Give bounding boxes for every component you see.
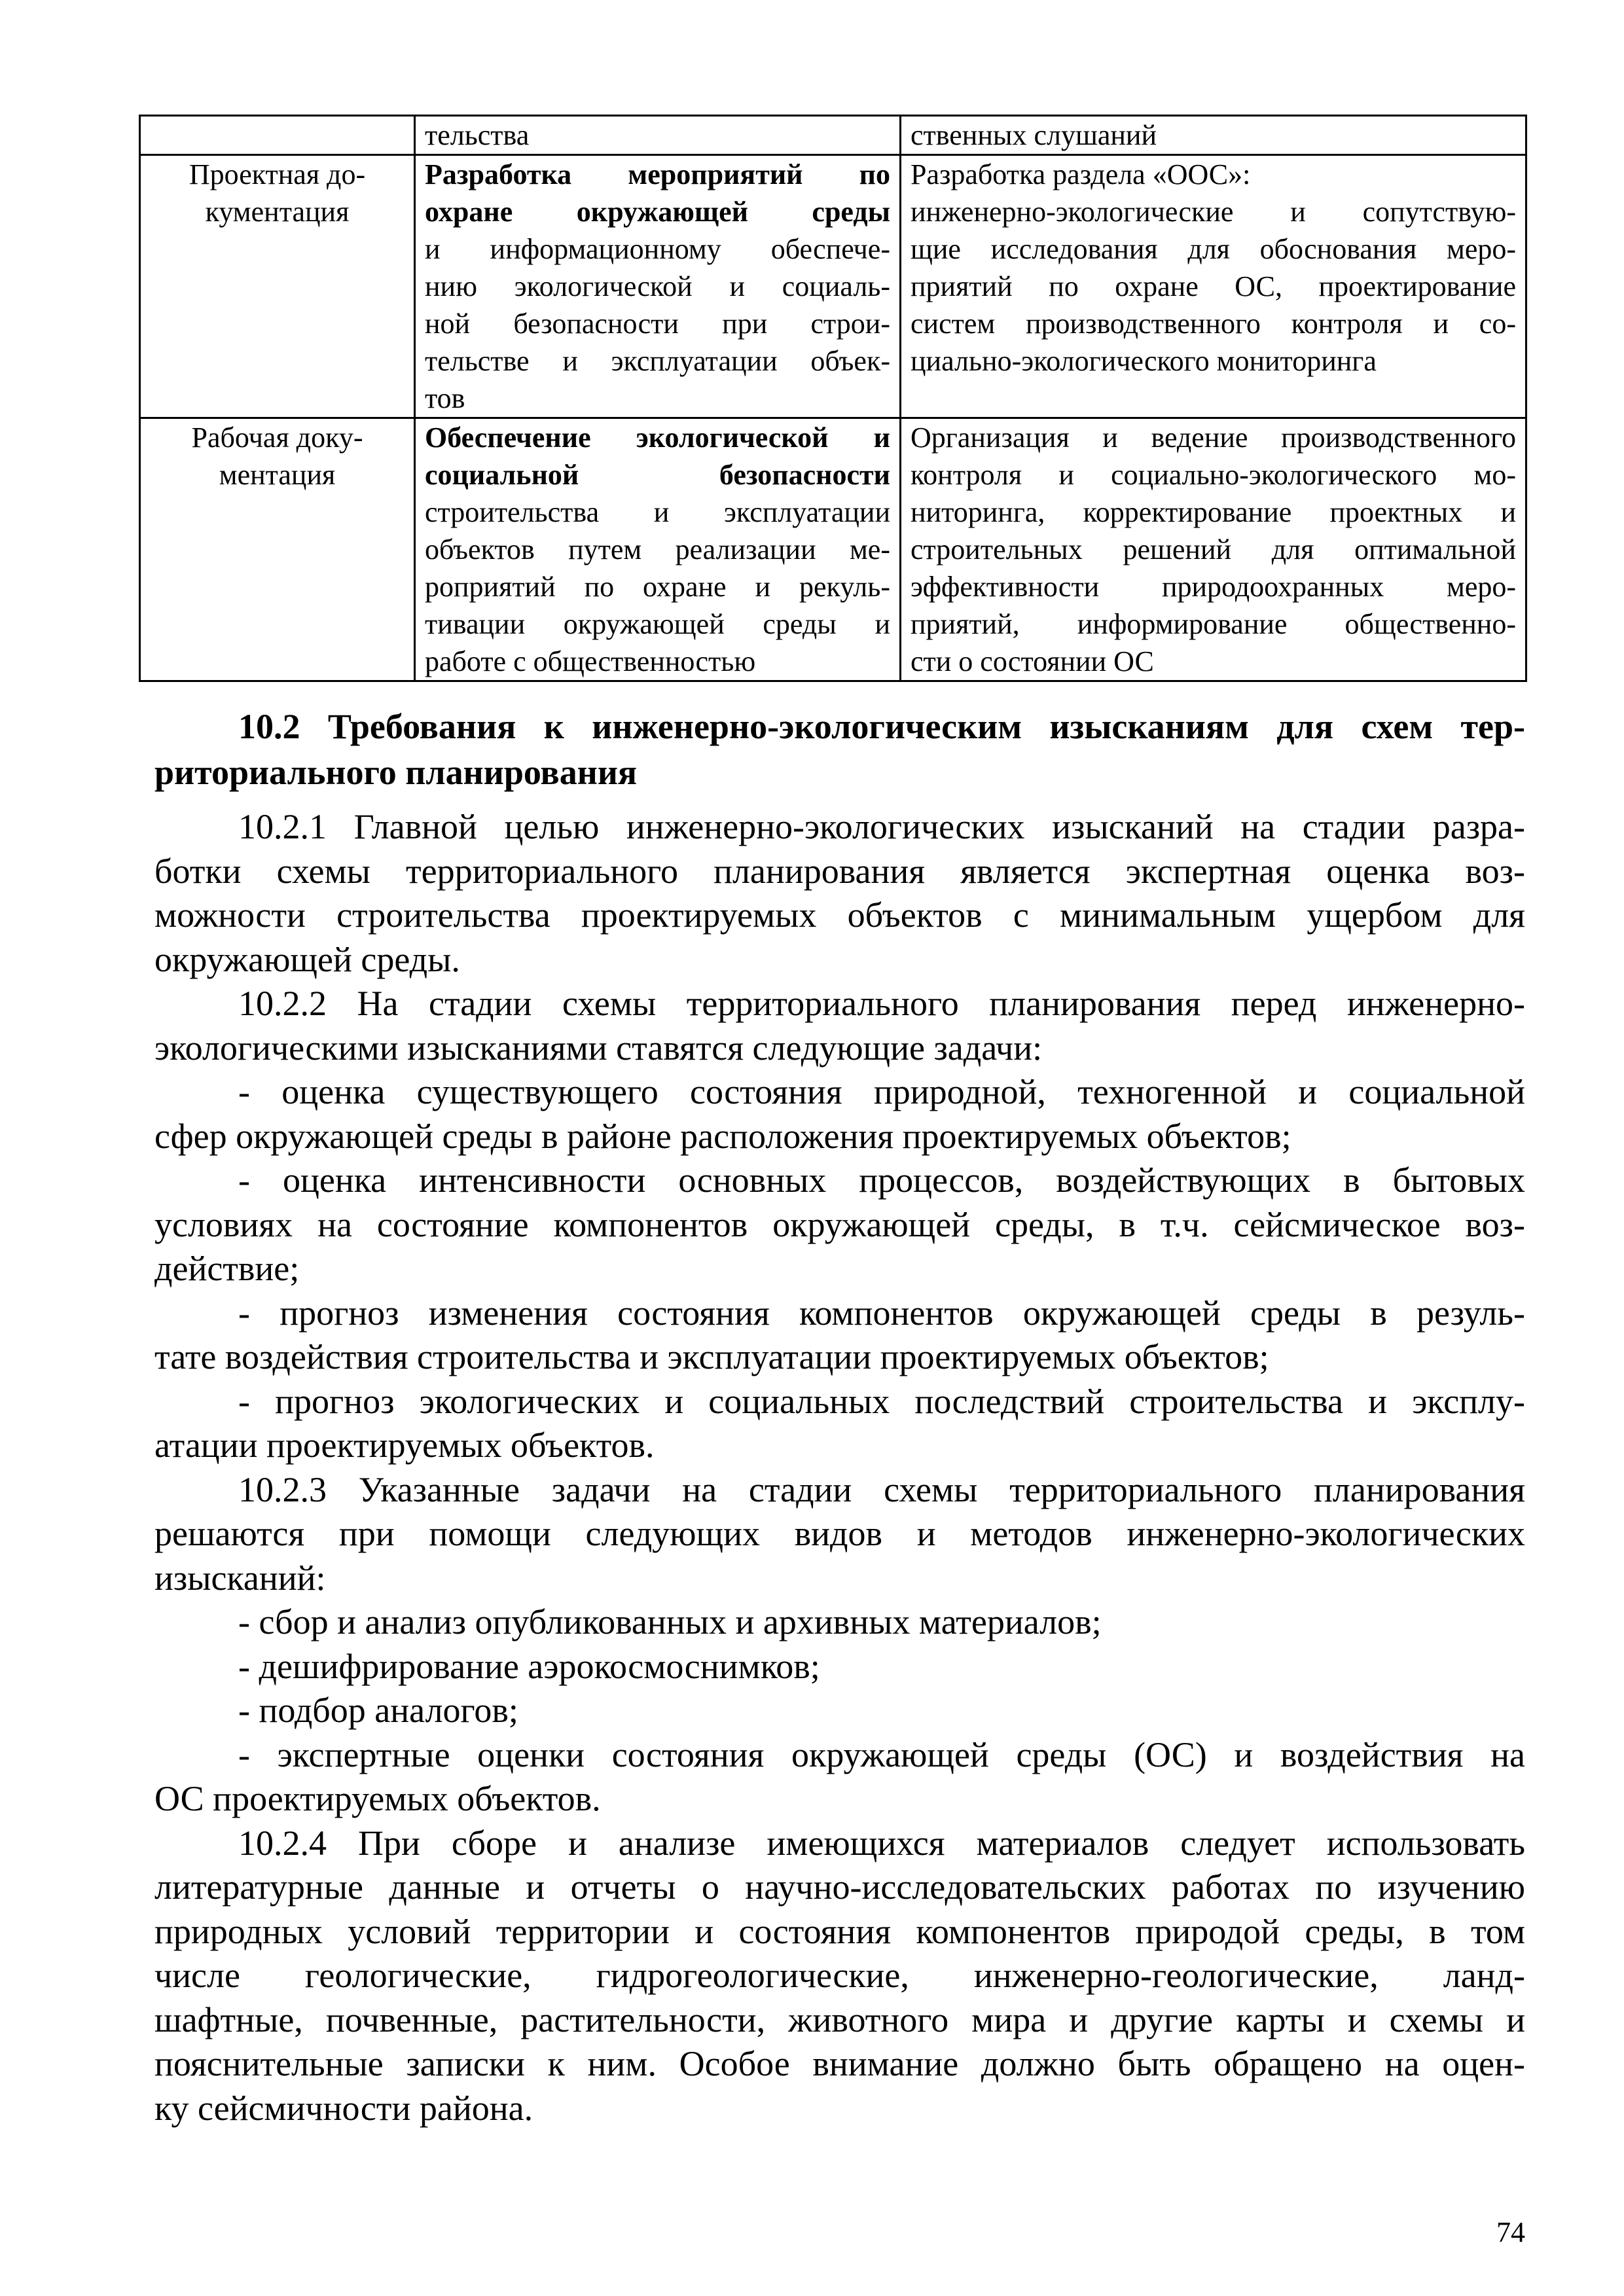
stage-line: ментация bbox=[219, 459, 336, 491]
paragraph-line: - сбор и анализ опубликованных и архивных материалов; bbox=[238, 1602, 1102, 1641]
paragraph-line: окружающей среды. bbox=[154, 939, 460, 979]
goal-line: объектов путем реализации ме- bbox=[425, 533, 890, 565]
goal-line: строительства и эксплуатации bbox=[425, 496, 890, 528]
paragraph-line: природных условий территории и состояния компонентов природой среды, в том bbox=[154, 1911, 1525, 1951]
stages-table bbox=[139, 115, 1527, 682]
goal-title-line: социальной безопасности bbox=[425, 459, 890, 491]
paragraph-line: условиях на состояние компонентов окружающей среды, в т.ч. сейсмическое воз- bbox=[154, 1204, 1525, 1244]
paragraph-line: - оценка существующего состояния природной, техногенной и социальной bbox=[238, 1072, 1525, 1111]
section-heading-line: риториального планирования bbox=[154, 753, 638, 792]
table-row bbox=[140, 418, 1526, 681]
goal-line: тивации окружающей среды и bbox=[425, 608, 890, 640]
goal-title-line: Разработка мероприятий по bbox=[425, 158, 890, 190]
table-row bbox=[140, 155, 1526, 418]
goal-title-line: охране окружающей среды bbox=[425, 196, 890, 228]
tasks-line: щие исследования для обоснования меро- bbox=[911, 233, 1516, 265]
goal-line: работе с общественностью bbox=[425, 645, 756, 677]
stage-line: кументация bbox=[205, 196, 350, 228]
paragraph-line: числе геологические, гидрогеологические, инженерно-геологические, ланд- bbox=[154, 1956, 1525, 1995]
paragraph-line: 10.2.2 На стадии схемы территориального планирования перед инженерно- bbox=[238, 984, 1525, 1023]
paragraph-line: 10.2.1 Главной целью инженерно-экологических изысканий на стадии разра- bbox=[238, 807, 1525, 846]
paragraph-line: изысканий: bbox=[154, 1558, 326, 1598]
stages-table-body bbox=[140, 116, 1526, 681]
paragraph-line: - подбор аналогов; bbox=[238, 1691, 518, 1730]
paragraph-line: ботки схемы территориального планирования является экспертная оценка воз- bbox=[154, 851, 1525, 891]
body-text bbox=[154, 805, 1525, 2130]
paragraph-line: ку сейсмичности района. bbox=[154, 2088, 533, 2128]
stage-line: Проектная до- bbox=[189, 158, 366, 190]
stage-line: Рабочая доку- bbox=[191, 422, 363, 454]
section-heading-line: 10.2 Требования к инженерно-экологическим изысканиям для схем тер- bbox=[238, 707, 1525, 746]
paragraph-line: - экспертные оценки состояния окружающей среды (ОС) и воздействия на bbox=[238, 1734, 1525, 1774]
paragraph-line: - прогноз изменения состояния компонентов окружающей среды в резуль- bbox=[238, 1293, 1525, 1333]
paragraph-line: тате воздействия строительства и эксплуатации проектируемых объектов; bbox=[154, 1337, 1269, 1376]
paragraph-line: можности строительства проектируемых объектов с минимальным ущербом для bbox=[154, 895, 1525, 935]
goal-title-line: Обеспечение экологической и bbox=[425, 422, 890, 454]
paragraph-line: - дешифрирование аэрокосмоснимков; bbox=[238, 1646, 820, 1686]
tasks-cell bbox=[901, 418, 1526, 681]
goal-line: тов bbox=[425, 382, 465, 414]
paragraph-line: ОС проектируемых объектов. bbox=[154, 1779, 601, 1818]
tasks-line: строительных решений для оптимальной bbox=[911, 533, 1516, 565]
paragraph-line: пояснительные записки к ним. Особое внимание должно быть обращено на оцен- bbox=[154, 2044, 1525, 2083]
page-number: 74 bbox=[1496, 2216, 1525, 2248]
paragraph-line: - оценка интенсивности основных процессов, воздействующих в бытовых bbox=[238, 1160, 1525, 1200]
paragraph-line: шафтные, почвенные, растительности, животного мира и другие карты и схемы и bbox=[154, 2000, 1525, 2039]
tasks-cell bbox=[901, 155, 1526, 418]
paragraph-line: литературные данные и отчеты о научно-исследовательских работах по изучению bbox=[154, 1867, 1525, 1907]
goal-line: нию экологической и социаль- bbox=[425, 270, 890, 302]
paragraph-line: сфер окружающей среды в районе расположения проектируемых объектов; bbox=[154, 1116, 1291, 1156]
stage-cell bbox=[140, 155, 415, 418]
goal-line: ной безопасности при строи- bbox=[425, 308, 890, 340]
tasks-line: Разработка раздела «ООС»: bbox=[911, 158, 1251, 190]
goal-line: тельства bbox=[425, 119, 530, 151]
paragraph-line: атации проектируемых объектов. bbox=[154, 1426, 655, 1465]
paragraph-line: - прогноз экологических и социальных последствий строительства и эксплу- bbox=[238, 1381, 1525, 1421]
tasks-line: эффективности природоохранных меро- bbox=[911, 571, 1516, 603]
paragraph-line: решаются при помощи следующих видов и методов инженерно-экологических bbox=[154, 1514, 1525, 1553]
tasks-line: приятий, информирование общественно- bbox=[911, 608, 1516, 640]
goal-line: тельстве и эксплуатации объек- bbox=[425, 345, 890, 377]
tasks-line: приятий по охране ОС, проектирование bbox=[911, 270, 1516, 302]
tasks-cell bbox=[901, 116, 1526, 155]
goal-line: и информационному обеспече- bbox=[425, 233, 890, 265]
tasks-line: сти о состоянии ОС bbox=[911, 645, 1154, 677]
paragraph-line: 10.2.3 Указанные задачи на стадии схемы территориального планирования bbox=[238, 1469, 1525, 1509]
stage-cell bbox=[140, 418, 415, 681]
paragraph-line: 10.2.4 При сборе и анализе имеющихся материалов следует использовать bbox=[238, 1823, 1525, 1863]
tasks-line: систем производственного контроля и со- bbox=[911, 308, 1516, 340]
tasks-line: ственных слушаний bbox=[911, 119, 1157, 151]
tasks-line: контроля и социально-экологического мо- bbox=[911, 459, 1516, 491]
tasks-line: циально-экологического мониторинга bbox=[911, 345, 1377, 377]
goal-cell bbox=[415, 155, 901, 418]
goal-cell bbox=[415, 116, 901, 155]
goal-line: роприятий по охране и рекуль- bbox=[425, 571, 890, 603]
tasks-line: Организация и ведение производственного bbox=[911, 422, 1516, 454]
tasks-line: инженерно-экологические и сопутствую- bbox=[911, 196, 1516, 228]
paragraph-line: экологическими изысканиями ставятся следующие задачи: bbox=[154, 1028, 1043, 1067]
section-heading bbox=[154, 704, 1525, 795]
table-row bbox=[140, 116, 1526, 155]
tasks-line: ниторинга, корректирование проектных и bbox=[911, 496, 1516, 528]
goal-cell bbox=[415, 418, 901, 681]
paragraph-line: действие; bbox=[154, 1249, 300, 1288]
stage-cell bbox=[140, 116, 415, 155]
